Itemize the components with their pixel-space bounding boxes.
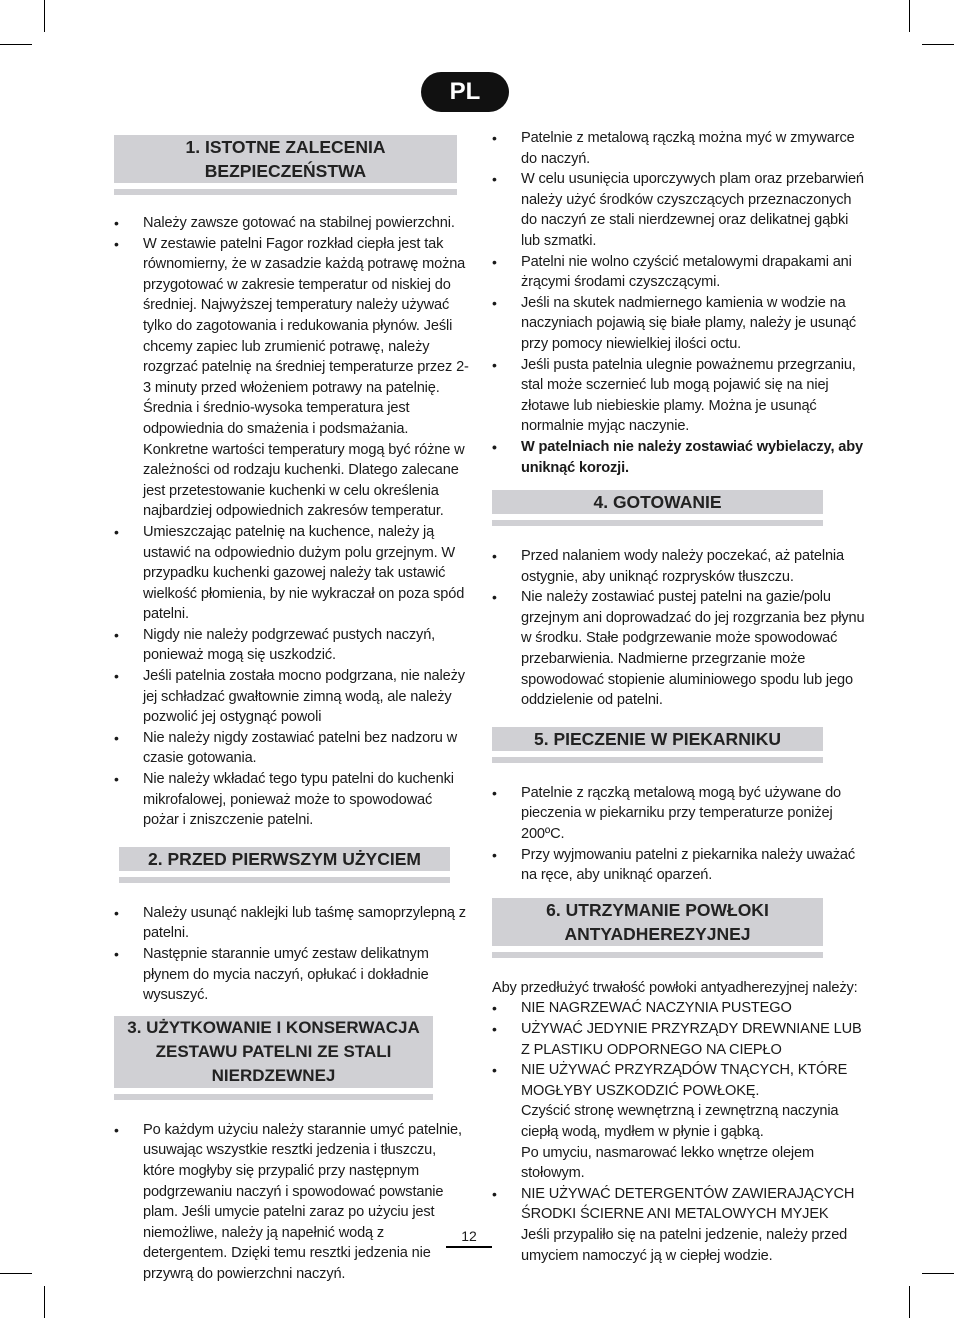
list-item: • Przy wyjmowaniu patelni z piekarnika należy uważać na ręce, aby uniknąć oparzeń. xyxy=(492,845,870,886)
crop-mark xyxy=(0,1273,32,1274)
list-item: • Po każdym użyciu należy starannie umyć patelnie, usuwając wszystkie resztki jedzenia i tłuszczu, które mogłyby się przypalić przy następnym podgrzewaniu naczyń i spowodować powstanie plam. Jeśli umycie patelni zaraz po użyciu jest niemożliwe, należy ją napełnić wodą z detergentem. Dzięki temu resztki jedzenia nie przywrą do powierzchni naczyń. xyxy=(114,1120,470,1285)
list-item: • Należy zawsze gotować na stabilnej powierzchni. xyxy=(114,213,470,234)
list-item: • Jeśli patelnia została mocno podgrzana, nie należy jej schładzać gwałtownie zimną wodą, ale należy pozwolić jej ostygnąć powoli xyxy=(114,666,470,728)
list-item: • Przed nalaniem wody należy poczekać, aż patelnia ostygnie, aby uniknąć rozprysków tłuszczu. xyxy=(492,546,870,587)
list-item: • UŻYWAĆ JEDYNIE PRZYRZĄDY DREWNIANE LUB Z PLASTIKU ODPORNEGO NA CIEPŁO xyxy=(492,1019,870,1060)
section6-title-line2: ANTYADHEREZYJNEJ xyxy=(564,923,751,944)
right-column xyxy=(492,128,870,1266)
list-item: • Patelni nie wolno czyścić metalowymi drapakami ani żrącymi środami czyszczącymi. xyxy=(492,252,870,293)
left-column xyxy=(114,135,470,1285)
list-item: • Jeśli pusta patelnia ulegnie poważnemu przegrzaniu, stal może sczernieć lub mogą pojawić się na niej złotawe lub niebieskie plamy. Można je usunąć normalnie myjąc naczynie. xyxy=(492,355,870,437)
section5-list xyxy=(492,783,870,886)
list-item: • Patelnie z rączką metalową mogą być używane do pieczenia w piekarniku przy temperaturze poniżej 200ºC. xyxy=(492,783,870,845)
section1-title-line1: 1. ISTOTNE ZALECENIA xyxy=(185,137,386,157)
list-item-subtext: Czyścić stronę wewnętrzną i zewnętrzną naczynia ciepłą wodą, mydłem w płynie i gąbką. xyxy=(521,1103,839,1140)
crop-mark xyxy=(909,0,910,32)
crop-mark xyxy=(44,0,45,32)
list-item: • Patelnie z metalową rączką można myć w zmywarce do naczyń. xyxy=(492,128,870,169)
section4-list xyxy=(492,546,870,711)
section1-heading xyxy=(114,135,457,189)
section6-heading xyxy=(492,898,823,952)
list-item-warning: • W patelniach nie należy zostawiać wybielaczy, aby uniknąć korozji. xyxy=(492,437,870,478)
section3-title-line1: 3. UŻYTKOWANIE I KONSERWACJA xyxy=(127,1017,420,1037)
section4-title: 4. GOTOWANIE xyxy=(593,492,722,513)
list-item xyxy=(492,1184,870,1266)
list-item: • NIE NAGRZEWAĆ NACZYNIA PUSTEGO xyxy=(492,998,870,1019)
section3-list xyxy=(114,1120,470,1285)
section3-title-line2: ZESTAWU PATELNI ZE STALI NIERDZEWNEJ xyxy=(155,1041,392,1085)
section6-title-line1: 6. UTRZYMANIE POWŁOKI xyxy=(546,899,769,920)
section1-title-line2: BEZPIECZEŃSTWA xyxy=(204,161,367,181)
crop-mark xyxy=(0,44,32,45)
list-item: • Nie należy nigdy zostawiać patelni bez nadzoru w czasie gotowania. xyxy=(114,728,470,769)
crop-mark xyxy=(44,1286,45,1318)
section2-heading xyxy=(119,847,450,877)
list-item: • Umieszczając patelnię na kuchence, należy ją ustawić na odpowiednio dużym polu grzejnym. W przypadku kuchenki gazowej należy tak ustawić wielkość płomienia, by nie wykraczał on poza spód patelni. xyxy=(114,522,470,625)
section4-heading xyxy=(492,490,823,520)
crop-mark xyxy=(922,44,954,45)
page-number: 12 xyxy=(446,1226,492,1248)
list-item: • W zestawie patelni Fagor rozkład ciepła jest tak równomierny, że w zasadzie każdą potrawę można przygotować w zakresie temperatur od niskiej do średniej. Najwyższej temperatury należy używać tylko do zagotowania i redukowania płynów. Jeśli chcemy zapiec lub zrumienić potrawę, należy rozgrzać patelnię na średniej temperaturze przez 2-3 minuty przed włożeniem potrawy na patelnię. Średnia i średnio-wysoka temperatura jest odpowiednia do smażenia i podsmażania. Konkretne wartości temperatury mogą być różne w zależności od rodzaju kuchenki. Dlatego zalecane jest przetestowanie kuchenki w celu określenia najbardziej odpowiednich zakresów temperatur. xyxy=(114,234,470,522)
list-item: • Nie należy zostawiać pustej patelni na gazie/polu grzejnym ani doprowadzać do jej rozgrzania bez płynu w środku. Stałe podgrzewanie może spowodować przebarwienia. Nadmierne przegrzanie może spowodować stopienie aluminiowego spodu lub jego oddzielenie od patelni. xyxy=(492,587,870,711)
section1-list xyxy=(114,213,470,831)
section6-intro: Aby przedłużyć trwałość powłoki antyadherezyjnej należy: xyxy=(492,979,858,996)
section6-list xyxy=(492,998,870,1266)
list-item: • Następnie starannie umyć zestaw delikatnym płynem do mycia naczyń, opłukać i dokładnie wysuszyć. xyxy=(114,944,470,1006)
section5-heading xyxy=(492,727,823,757)
section3-heading xyxy=(114,1016,433,1094)
list-item-subtext: Jeśli przypaliło się na patelni jedzenie, należy przed umyciem namoczyć ją w ciepłej wodzie. xyxy=(521,1226,848,1264)
list-item xyxy=(492,1060,870,1184)
section2-list xyxy=(114,903,470,1006)
list-item-subtext: Po umyciu, nasmarować lekko wnętrze olejem stołowym. xyxy=(521,1144,814,1182)
list-item: • Nigdy nie należy podgrzewać pustych naczyń, ponieważ mogą się uszkodzić. xyxy=(114,625,470,666)
section3-list-continued xyxy=(492,128,870,478)
crop-mark xyxy=(909,1286,910,1318)
section5-title: 5. PIECZENIE W PIEKARNIKU xyxy=(534,728,781,749)
list-item: • Należy usunąć naklejki lub taśmę samoprzylepną z patelni. xyxy=(114,903,470,944)
list-item-text: • NIE UŻYWAĆ PRZYRZĄDÓW TNĄCYCH, KTÓRE MOGŁYBY USZKODZIĆ POWŁOKĘ. xyxy=(521,1062,848,1099)
section2-title: 2. PRZED PIERWSZYM UŻYCIEM xyxy=(148,848,421,869)
list-item: • Nie należy wkładać tego typu patelni do kuchenki mikrofalowej, ponieważ może to spowodować pożar i zniszczenie patelni. xyxy=(114,769,470,831)
list-item: • W celu usunięcia uporczywych plam oraz przebarwień należy użyć środków czyszczących przeznaczonych do naczyń ze stali nierdzewnej oraz delikatnej gąbki lub szmatki. xyxy=(492,169,870,251)
list-item: • Jeśli na skutek nadmiernego kamienia w wodzie na naczyniach pojawią się białe plamy, należy je usunąć przy pomocy niewielkiej ilości octu. xyxy=(492,293,870,355)
crop-mark xyxy=(922,1273,954,1274)
language-badge: PL xyxy=(421,72,509,112)
list-item-text: • NIE UŻYWAĆ DETERGENTÓW ZAWIERAJĄCYCH ŚRODKI ŚCIERNE ANI METALOWYCH MYJEK xyxy=(521,1185,855,1223)
